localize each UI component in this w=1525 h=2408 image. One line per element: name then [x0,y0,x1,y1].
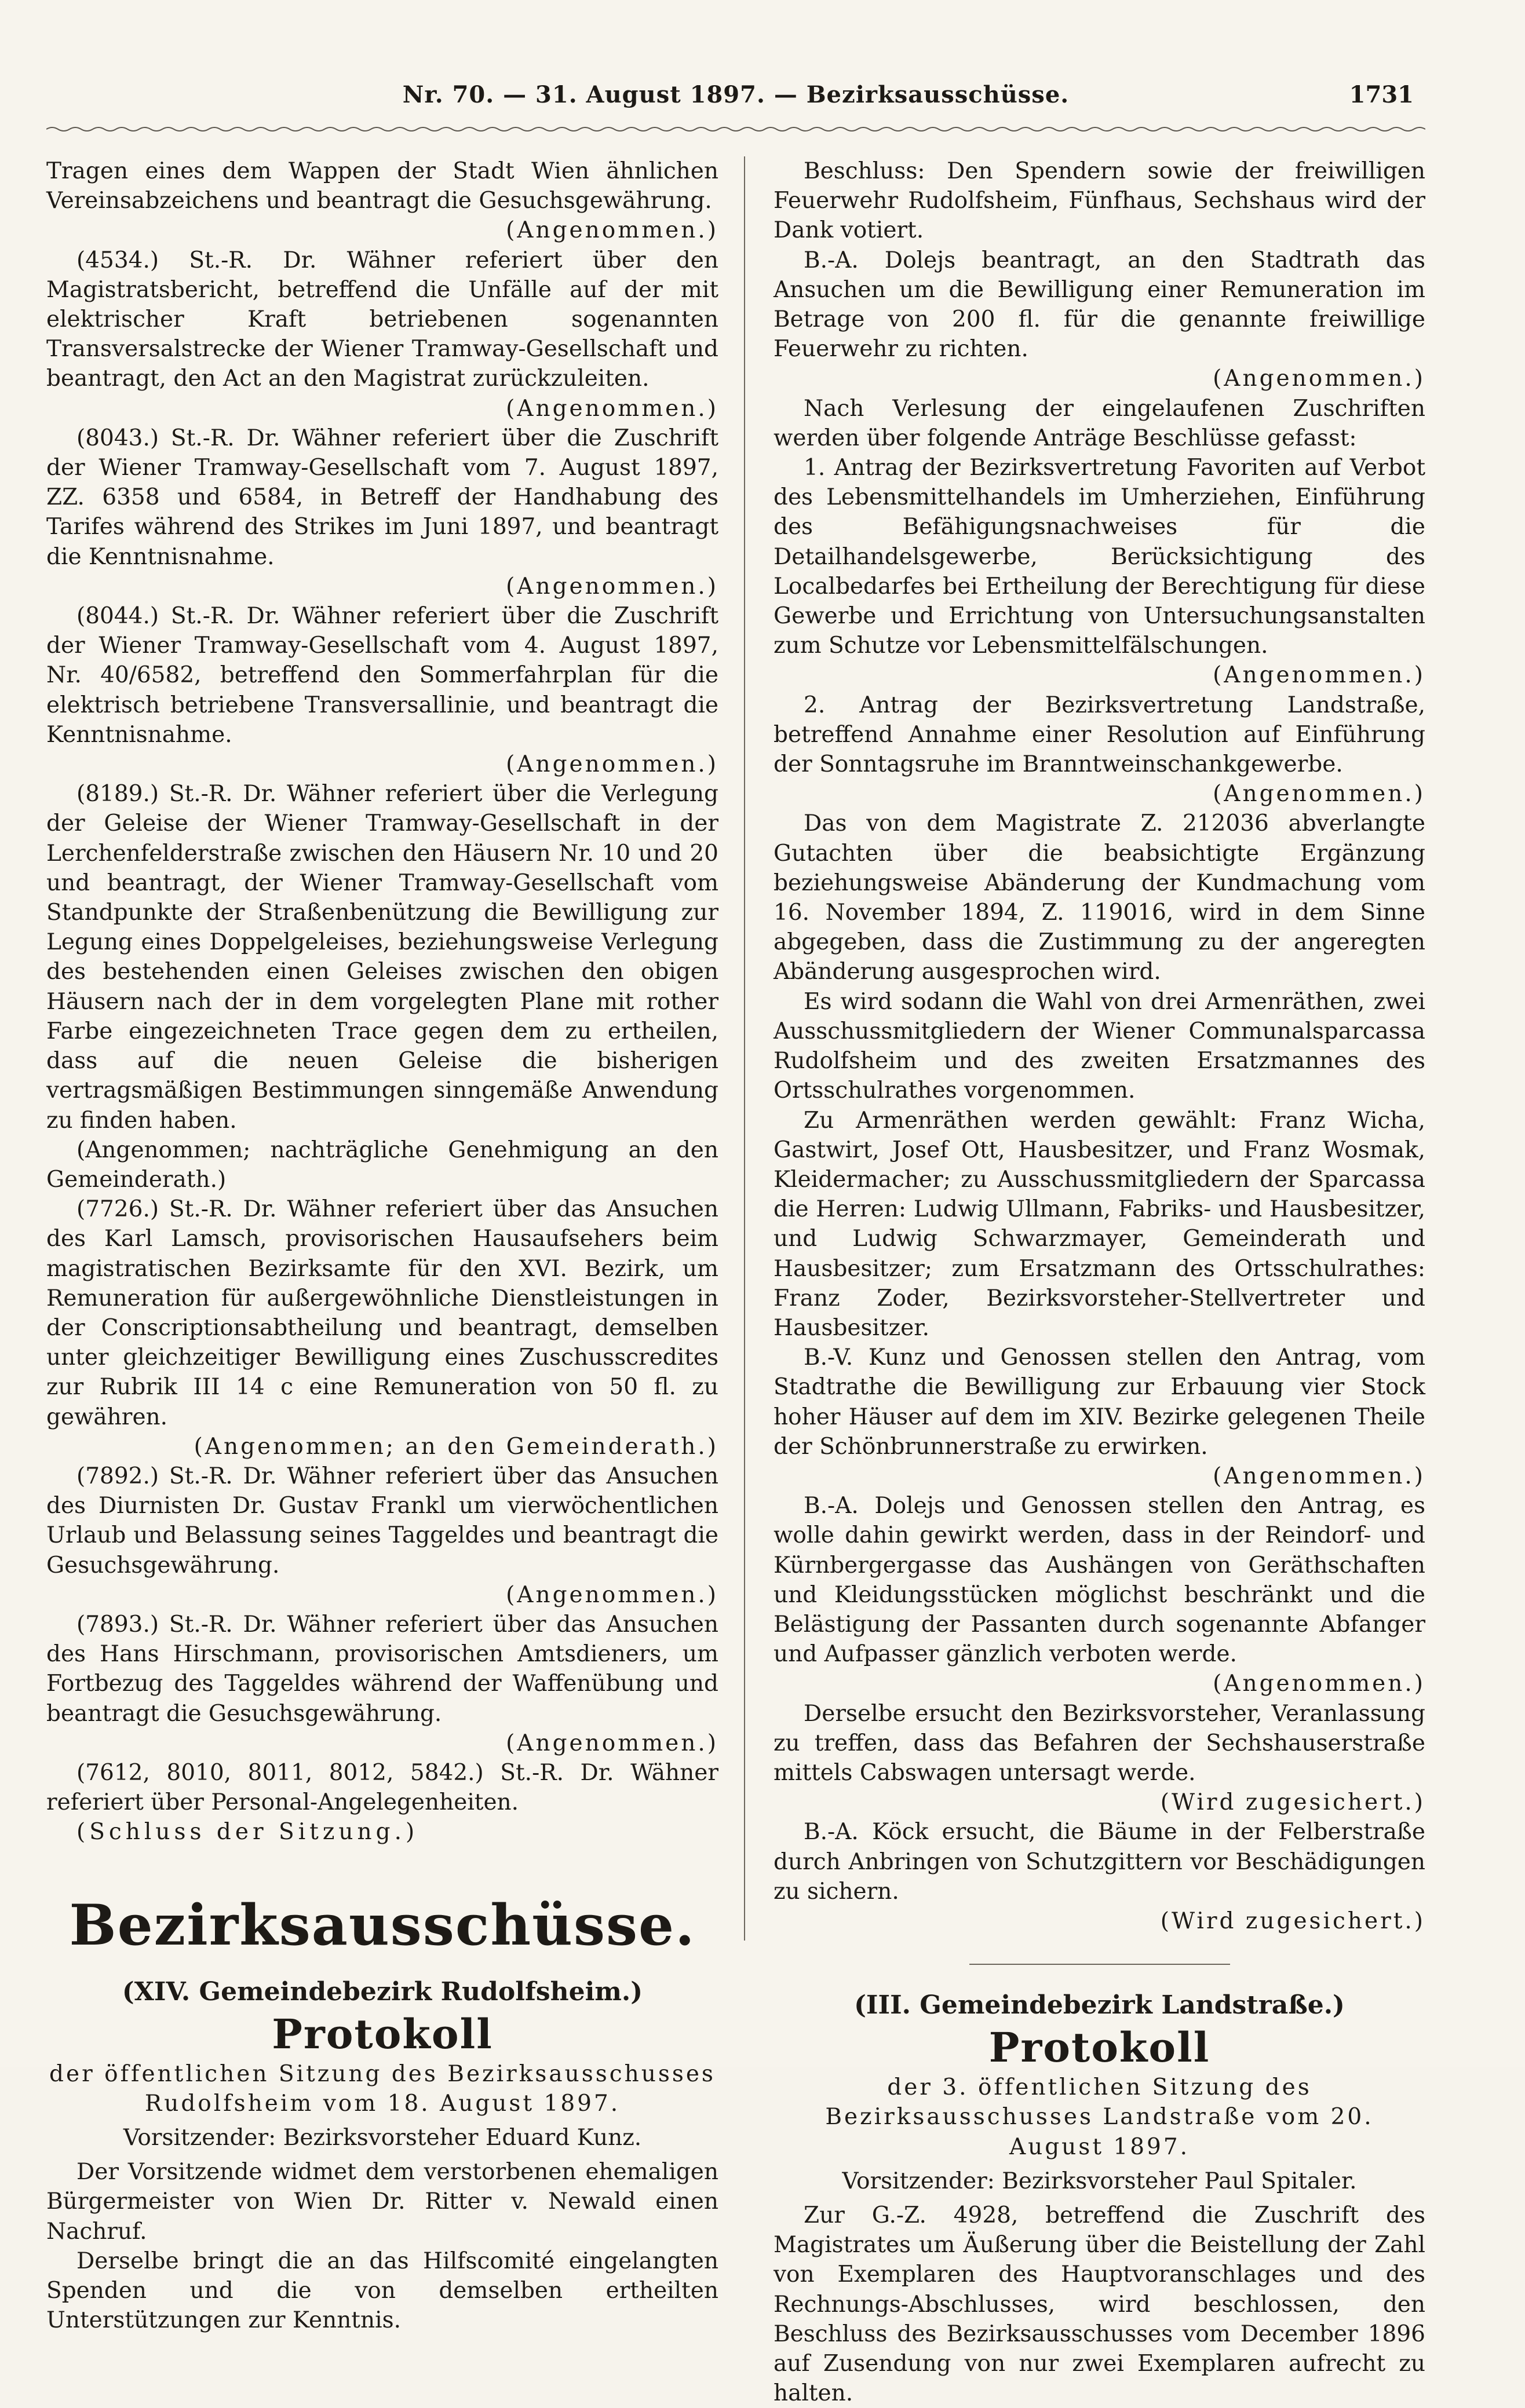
paragraph: B.-A. Dolejs und Genossen stellen den Antrag, es wolle dahin gewirkt werden, dass in der Reindorf- und Kürnbergergasse das Aushängen von Geräthschaften und Kleidungsstücken möglichst beschränkt und die Belästigung der Passanten durch sogenannte Abfanger und Aufpasser gänzlich verboten werde. [774,1493,1425,1668]
paragraph: Beschluss: Den Spendern sowie der freiwilligen Feuerwehr Rudolfsheim, Fünfhaus, Sechshaus wird der Dank votiert. [774,158,1425,244]
paragraph: 2. Antrag der Bezirksvertretung Landstraße, betreffend Annahme einer Resolution auf Einführung der Sonntagsruhe im Branntweinschankgewerbe. [774,692,1425,778]
decision-note: (Angenommen.) [506,217,718,244]
page-number: 1731 [1349,81,1414,108]
paragraph: 1. Antrag der Bezirksvertretung Favoriten auf Verbot des Lebensmittelhandels im Umherziehen, Einführung des Befähigungsnachweises für die Detailhandelsgewerbe, Berücksichtigung des Localbedarfes bei Ertheilung der Berechtigung für diese Gewerbe und Errichtung von Untersuchungsanstalten zum Schutze vor Lebensmittelfälschungen. [774,455,1425,659]
decision-note: (Angenommen.) [506,573,718,600]
decision-note: (Wird zugesichert.) [1160,1908,1425,1934]
page-header [46,75,1425,122]
decision-note: (Angenommen.) [506,1581,718,1608]
protocol-title: Protokoll [272,2009,493,2058]
paragraph: (7726.) St.-R. Dr. Wähner referiert über das Ansuchen des Karl Lamsch, provisorischen Hausaufsehers beim magistratischen Bezirksamte für den XVI. Bezirk, um Remuneration für außergewöhnliche Dienstleistungen in der Conscriptionsabtheilung und beantragt, demselben unter gleichzeitiger Bewilligung eines Zuschusscredites zur Rubrik III 14 c eine Remuneration von 50 fl. zu gewähren. [46,1196,718,1430]
district-heading: (XIV. Gemeindebezirk Rudolfsheim.) [122,1976,643,2007]
decision-note: (Angenommen.) [506,751,718,778]
header-wavy-rule [46,125,1425,134]
protocol-title: Protokoll [988,2023,1210,2072]
section-rule [969,1964,1230,1965]
decision-note: (Angenommen.) [1213,1671,1425,1697]
column-divider [744,156,745,1941]
paragraph: (8044.) St.-R. Dr. Wähner referiert über die Zuschrift der Wiener Tramway-Gesellschaft vom 4. August 1897, Nr. 40/6582, betreffend den Sommerfahrplan für die elektrisch betriebene Transversallinie, und beantragt die Kenntnisnahme. [46,603,718,748]
decision-note: (Wird zugesichert.) [1160,1789,1425,1816]
paragraph: (7612, 8010, 8011, 8012, 5842.) St.-R. Dr. Wähner referiert über Personal-Angelegenheiten. [46,1759,718,1816]
paragraph: Tragen eines dem Wappen der Stadt Wien ähnlichen Vereinsabzeichens und beantragt die Gesuchsgewährung. [46,158,718,214]
paragraph: (7892.) St.-R. Dr. Wähner referiert über das Ansuchen des Diurnisten Dr. Gustav Frankl um vierwöchentlichen Urlaub und Belassung seines Taggeldes und beantragt die Gesuchsgewährung. [46,1463,718,1578]
paragraph: Derselbe ersucht den Bezirksvorsteher, Veranlassung zu treffen, dass das Befahren der Sechshauserstraße mittels Cabswagen untersagt werde. [774,1700,1425,1786]
paragraph: Zur G.-Z. 4928, betreffend die Zuschrift des Magistrates um Äußerung über die Beistellung der Zahl von Exemplaren des Hauptvoranschlages und des Rechnungs-Abschlusses, wird beschlossen, den Beschluss des Bezirksausschusses vom December 1896 auf Zusendung von nur zwei Exemplaren aufrecht zu halten. [774,2202,1425,2407]
section-title: Bezirksausschüsse. [69,1892,696,1958]
paragraph: Das von dem Magistrate Z. 212036 abverlangte Gutachten über die beabsichtigte Ergänzung beziehungsweise Abänderung der Kundmachung vom 16. November 1894, Z. 119016, wird in dem Sinne abgegeben, dass die Zustimmung zu der angeregten Abänderung ausgesprochen wird. [774,810,1425,985]
decision-note: (Angenommen.) [506,395,718,422]
decision-note: (Angenommen.) [1213,781,1425,807]
paragraph: (8189.) St.-R. Dr. Wähner referiert über die Verlegung der Geleise der Wiener Tramway-Gesellschaft in der Lerchenfelderstraße zwischen den Häusern Nr. 10 und 20 und beantragt, der Wiener Tramway-Gesellschaft vom Standpunkte der Straßenbenützung die Bewilligung zur Legung eines Doppelgeleises, beziehungsweise Verlegung des bestehenden einen Geleises zwischen den obigen Häusern nach der in dem vorgelegten Plane mit rother Farbe eingezeichneten Trace gegen dem zu ertheilen, dass auf die neuen Geleise die bisherigen vertragsmäßigen Bestimmungen sinngemäße Anwendung zu finden haben. [46,781,718,1134]
meeting-text: der 3. öffentlichen Sitzung des Bezirksausschusses Landstraße vom 20. August 1897. [825,2074,1374,2160]
meeting-text: der öffentlichen Sitzung des Bezirksausschusses Rudolfsheim vom 18. August 1897. [49,2060,716,2117]
decision-note: (Angenommen.) [1213,366,1425,392]
paragraph: Es wird sodann die Wahl von drei Armenräthen, zwei Ausschussmitgliedern der Wiener Communalsparcassa Rudolfsheim und des zweiten Ersatzmannes des Ortsschulrathes vorgenommen. [774,988,1425,1104]
paragraph: Zu Armenräthen werden gewählt: Franz Wicha, Gastwirt, Josef Ott, Hausbesitzer, und Franz Wosmak, Kleidermacher; zu Ausschussmitgliedern der Sparcassa die Herren: Ludwig Ullmann, Fabriks- und Hausbesitzer, und Ludwig Schwarzmayer, Gemeinderath und Hausbesitzer; zum Ersatzmann des Ortsschulrathes: Franz Zoder, Bezirksvorsteher-Stellvertreter und Hausbesitzer. [774,1107,1425,1341]
paragraph: Nach Verlesung der eingelaufenen Zuschriften werden über folgende Anträge Beschlüsse gefasst: [774,395,1425,451]
decision-note: (Angenommen; an den Gemeinderath.) [194,1433,718,1460]
left-column [46,156,718,2335]
paragraph: Derselbe bringt die an das Hilfscomité eingelangten Spenden und die von demselben ertheilten Unterstützungen zur Kenntnis. [46,2248,718,2334]
meeting-line [774,2073,1425,2162]
paragraph: (8043.) St.-R. Dr. Wähner referiert über die Zuschrift der Wiener Tramway-Gesellschaft vom 7. August 1897, ZZ. 6358 und 6584, in Betreff der Handhabung des Tarifes während des Strikes im Juni 1897, und beantragt die Kenntnisnahme. [46,425,718,570]
meeting-line [46,2059,718,2118]
paragraph: Der Vorsitzende widmet dem verstorbenen ehemaligen Bürgermeister von Wien Dr. Ritter v. Newald einen Nachruf. [46,2159,718,2245]
decision-note: (Angenommen.) [1213,662,1425,689]
paragraph: (7893.) St.-R. Dr. Wähner referiert über das Ansuchen des Hans Hirschmann, provisorischen Amtsdieners, um Fortbezug des Taggeldes während der Waffenübung und beantragt die Gesuchsgewährung. [46,1611,718,1727]
chair-line: Vorsitzender: Bezirksvorsteher Paul Spitaler. [842,2168,1357,2194]
running-title: Nr. 70. — 31. August 1897. — Bezirksausschüsse. [402,81,1070,108]
district-heading: (III. Gemeindebezirk Landstraße.) [854,1990,1345,2020]
right-column [774,156,1425,2408]
decision-note: (Angenommen; nachträgliche Genehmigung an den Gemeinderath.) [46,1137,718,1193]
chair-line: Vorsitzender: Bezirksvorsteher Eduard Kunz. [123,2124,642,2151]
decision-note: (Angenommen.) [506,1730,718,1756]
paragraph: (4534.) St.-R. Dr. Wähner referiert über den Magistratsbericht, betreffend die Unfälle auf der mit elektrischer Kraft betriebenen sogenannten Transversalstrecke der Wiener Tramway-Gesellschaft und beantragt, den Act an den Magistrat zurückzuleiten. [46,247,718,392]
paragraph: B.-A. Köck ersucht, die Bäume in der Felberstraße durch Anbringen von Schutzgittern vor Beschädigungen zu sichern. [774,1819,1425,1905]
paragraph: B.-V. Kunz und Genossen stellen den Antrag, vom Stadtrathe die Bewilligung zur Erbauung vier Stock hoher Häuser auf dem im XIV. Bezirke gelegenen Theile der Schönbrunnerstraße zu erwirken. [774,1344,1425,1460]
paragraph: B.-A. Dolejs beantragt, an den Stadtrath das Ansuchen um die Bewilligung einer Remuneration im Betrage von 200 fl. für die genannte freiwillige Feuerwehr zu richten. [774,247,1425,363]
decision-note: (Angenommen.) [1213,1463,1425,1489]
session-end-note: (Schluss der Sitzung.) [76,1819,419,1846]
